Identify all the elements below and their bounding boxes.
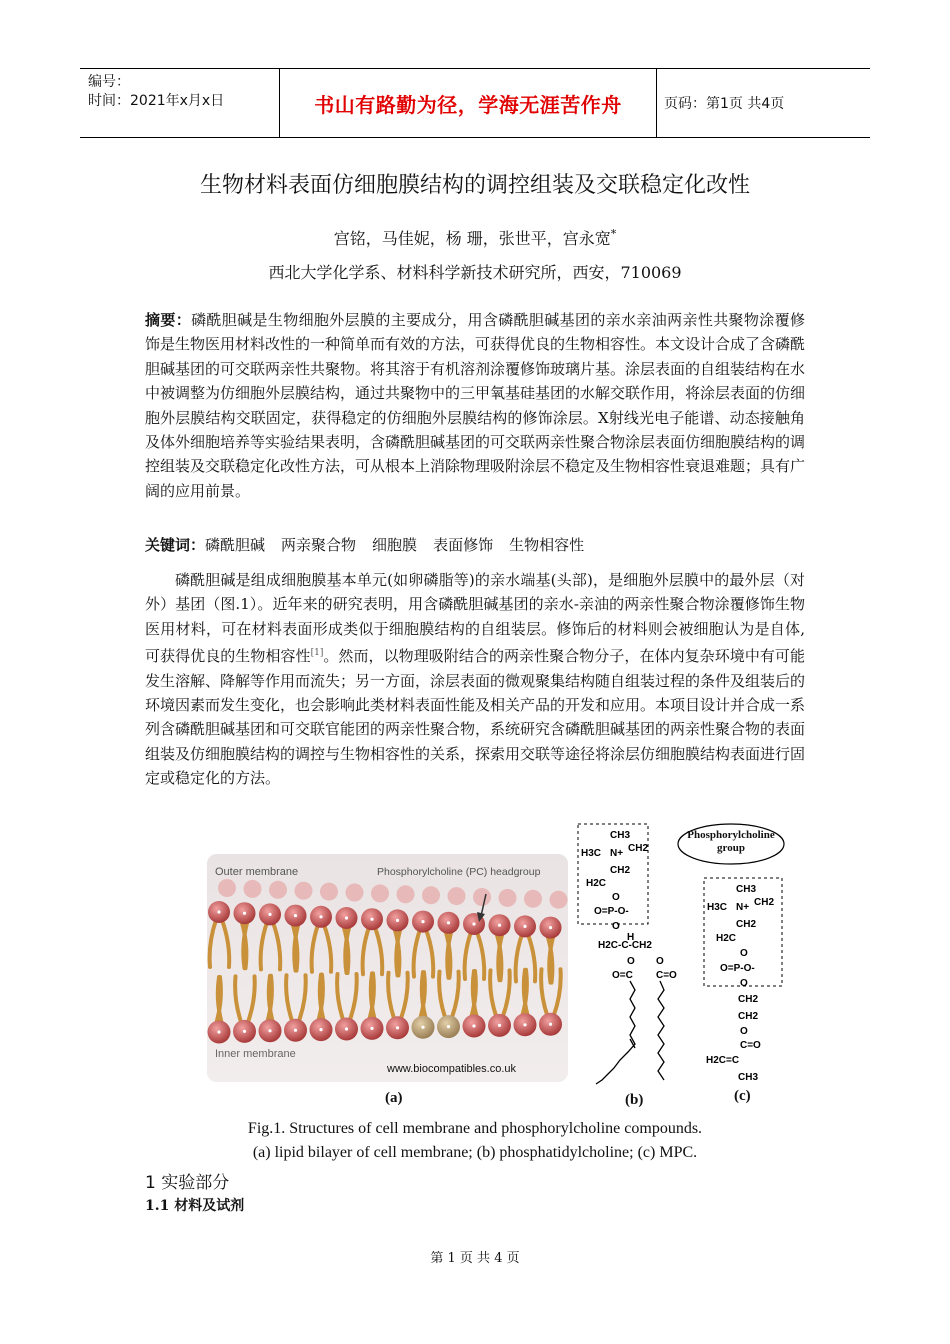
atom-label: O bbox=[740, 948, 748, 959]
figure-watermark: www.biocompatibles.co.uk bbox=[387, 1063, 517, 1075]
number-label: 编号： bbox=[88, 74, 130, 90]
head-charge-dot bbox=[421, 920, 424, 923]
back-lipid-head bbox=[397, 885, 415, 903]
back-lipid-head bbox=[218, 879, 236, 897]
author-list: 宫铭，马佳妮，杨 珊，张世平，宫永宽 bbox=[333, 229, 611, 248]
atom-label: CH2 bbox=[610, 865, 631, 876]
atom-label: H bbox=[627, 932, 635, 943]
keyword: 表面修饰 bbox=[433, 536, 494, 554]
time-label: 时间：2021年x月x日 bbox=[88, 93, 225, 109]
atom-label: H2C bbox=[586, 878, 607, 889]
subsection-heading: 1.1 材料及试剂 bbox=[145, 1198, 245, 1214]
atom-label: H2C bbox=[716, 933, 737, 944]
atom-label: CH2 bbox=[738, 1011, 759, 1022]
atom-label: N+ bbox=[736, 902, 750, 913]
head-charge-dot bbox=[294, 1029, 297, 1032]
intro-text-2: 。然而，以物理吸附结合的两亲性聚合物分子，在体内复杂环境中有可能发生溶解、降解等作用而流失；另一方面，涂层表面的微观聚集结构随自组装过程的条件及组装后的环境因素而发生变化，也会影响此类材料表面性能及相关产品的开发和应用。本项目设计并合成一系列含磷酰胆碱基团和可交联官能团的两亲性聚合物，系统研究含磷酰胆碱基团的两亲性聚合物的表面组装及仿细胞膜结构的调控与生物相容性的关系，探索用交联等途径将涂层仿细胞膜结构表面进行固定或稳定化的方法。 bbox=[145, 647, 806, 788]
atom-label: C=O bbox=[656, 970, 677, 981]
citation-ref: [1] bbox=[310, 648, 324, 659]
atom-label: CH2 bbox=[754, 897, 775, 908]
head-charge-dot bbox=[472, 922, 475, 925]
atom-label: CH3 bbox=[738, 1072, 759, 1083]
figure-caption-line2: (a) lipid bilayer of cell membrane; (b) phosphatidylcholine; (c) MPC. bbox=[252, 1144, 698, 1161]
back-lipid-head bbox=[524, 890, 542, 908]
head-charge-dot bbox=[345, 1027, 348, 1030]
lipid-bilayer-drawing bbox=[207, 854, 568, 1082]
head-charge-dot bbox=[396, 1026, 399, 1029]
intro-paragraph bbox=[145, 568, 805, 791]
intro-text-1: 磷酰胆碱是组成细胞膜基本单元(如卵磷脂等)的亲水端基(头部)，是细胞外层膜中的最外层（对外）基团（图.1）。近年来的研究表明，用含磷酰胆碱基团的亲水-亲油的两亲性聚合物涂覆修饰生物医用材料，可在材料表面形成类似于细胞膜结构的自组装层。修饰后的材料则会被细胞认为是自体,可获得优良的生物相容性 bbox=[145, 571, 805, 666]
abstract-text: 磷酰胆碱是生物细胞外层膜的主要成分，用含磷酰胆碱基团的亲水亲油两亲性共聚物涂覆修饰是生物医用材料改性的一种简单而有效的方法，可获得优良的生物相容性。本文设计合成了含磷酰胆碱基团的可交联两亲性共聚物。将其溶于有机溶剂涂覆修饰玻璃片基。涂层表面的自组装结构在水中被调整为仿细胞外层膜结构，通过共聚物中的三甲氧基硅基团的水解交联作用，将涂层表面的仿细胞外层膜结构交联固定，获得稳定的仿细胞外层膜结构的修饰涂层。X射线光电子能谱、动态接触角及体外细胞培养等实验结果表明，含磷酰胆碱基团的可交联两亲性聚合物涂层表面仿细胞膜结构的调控组装及交联稳定化改性方法，可从根本上消除物理吸附涂层不稳定及生物相容性衰退难题；具有广阔的应用前景。 bbox=[145, 311, 806, 500]
head-charge-dot bbox=[421, 1026, 424, 1029]
atom-label: O bbox=[740, 1026, 748, 1037]
mpc-structure bbox=[676, 818, 796, 1088]
back-lipid-head bbox=[550, 891, 568, 909]
atom-label: O bbox=[656, 956, 664, 967]
header-meta bbox=[80, 69, 280, 137]
head-charge-dot bbox=[294, 914, 297, 917]
atom-label: O bbox=[612, 921, 620, 932]
back-lipid-head bbox=[473, 888, 491, 906]
atom-label: CH3 bbox=[736, 884, 757, 895]
back-lipid-head bbox=[499, 889, 517, 907]
atom-label: H3C bbox=[581, 848, 602, 859]
atom-label: O=P-O- bbox=[720, 963, 755, 974]
atom-label: N+ bbox=[610, 848, 624, 859]
atom-label: CH2 bbox=[628, 843, 649, 854]
head-charge-dot bbox=[498, 924, 501, 927]
head-charge-dot bbox=[396, 919, 399, 922]
fatty-chain-1 bbox=[596, 981, 635, 1084]
figure-label-b: (b) bbox=[625, 1092, 644, 1108]
figure-label-a: (a) bbox=[385, 1090, 403, 1106]
back-lipid-head bbox=[448, 887, 466, 905]
head-charge-dot bbox=[523, 1023, 526, 1026]
keyword: 磷酰胆碱 bbox=[205, 536, 266, 554]
header-motto: 书山有路勤为径，学海无涯苦作舟 bbox=[280, 69, 657, 137]
keywords bbox=[145, 534, 805, 556]
back-lipid-head bbox=[346, 884, 364, 902]
head-charge-dot bbox=[472, 1024, 475, 1027]
abstract-label: 摘要： bbox=[145, 311, 192, 329]
fatty-chain-2 bbox=[658, 981, 664, 1080]
head-charge-dot bbox=[217, 1030, 220, 1033]
atom-label: O bbox=[627, 956, 635, 967]
head-charge-dot bbox=[447, 1025, 450, 1028]
head-charge-dot bbox=[447, 921, 450, 924]
header-page-label: 页码：第1页 共4页 bbox=[664, 96, 785, 112]
keyword: 两亲聚合物 bbox=[281, 536, 357, 554]
section-heading: 1 实验部分 bbox=[145, 1173, 230, 1193]
page-header bbox=[80, 68, 870, 138]
atom-label: O=P-O- bbox=[594, 906, 629, 917]
head-charge-dot bbox=[523, 925, 526, 928]
paper-title: 生物材料表面仿细胞膜结构的调控组装及交联稳定化改性 bbox=[199, 173, 750, 198]
atom-label: CH3 bbox=[610, 830, 631, 841]
head-charge-dot bbox=[498, 1024, 501, 1027]
head-charge-dot bbox=[217, 910, 220, 913]
head-charge-dot bbox=[268, 913, 271, 916]
figure-label-c: (c) bbox=[734, 1088, 751, 1104]
affiliation: 西北大学化学系、材料科学新技术研究所，西安，710069 bbox=[268, 263, 682, 282]
figure-caption-line1: Fig.1. Structures of cell membrane and phosphorylcholine compounds. bbox=[247, 1120, 703, 1137]
atom-label: CH2 bbox=[736, 919, 757, 930]
head-charge-dot bbox=[319, 1028, 322, 1031]
lipid-bilayer-image bbox=[207, 854, 568, 1082]
atom-label: C=O bbox=[740, 1040, 761, 1051]
back-lipid-head bbox=[244, 880, 262, 898]
pc-headgroup-label: Phosphorylcholine (PC) headgroup bbox=[377, 866, 541, 878]
outer-membrane-label: Outer membrane bbox=[215, 866, 299, 878]
head-charge-dot bbox=[549, 926, 552, 929]
back-lipid-head bbox=[320, 883, 338, 901]
keyword: 生物相容性 bbox=[509, 536, 585, 554]
atom-label: H3C bbox=[707, 902, 728, 913]
atom-label: H2C=C bbox=[706, 1055, 740, 1066]
back-lipid-head bbox=[422, 886, 440, 904]
atom-label: O bbox=[740, 978, 748, 989]
back-lipid-head bbox=[295, 882, 313, 900]
head-charge-dot bbox=[319, 915, 322, 918]
atom-label: O bbox=[612, 892, 620, 903]
authors bbox=[0, 226, 950, 249]
atom-label: O=C bbox=[612, 970, 633, 981]
page-footer: 第 1 页 共 4 页 bbox=[430, 1251, 520, 1266]
head-charge-dot bbox=[345, 916, 348, 919]
keyword: 细胞膜 bbox=[372, 536, 418, 554]
head-charge-dot bbox=[549, 1023, 552, 1026]
corresponding-mark: * bbox=[610, 227, 617, 241]
phosphatidylcholine-structure bbox=[572, 818, 682, 1088]
bubble-label: Phosphorylcholine group bbox=[687, 829, 775, 854]
back-lipid-head bbox=[371, 884, 389, 902]
head-charge-dot bbox=[268, 1029, 271, 1032]
atom-label: H2C-C-CH2 bbox=[598, 940, 652, 951]
head-charge-dot bbox=[243, 912, 246, 915]
head-charge-dot bbox=[370, 1027, 373, 1030]
abstract bbox=[145, 308, 805, 503]
head-charge-dot bbox=[370, 918, 373, 921]
inner-membrane-label: Inner membrane bbox=[215, 1048, 296, 1060]
head-charge-dot bbox=[243, 1030, 246, 1033]
keywords-label: 关键词： bbox=[145, 536, 206, 554]
back-lipid-head bbox=[269, 881, 287, 899]
atom-label: CH2 bbox=[738, 994, 759, 1005]
